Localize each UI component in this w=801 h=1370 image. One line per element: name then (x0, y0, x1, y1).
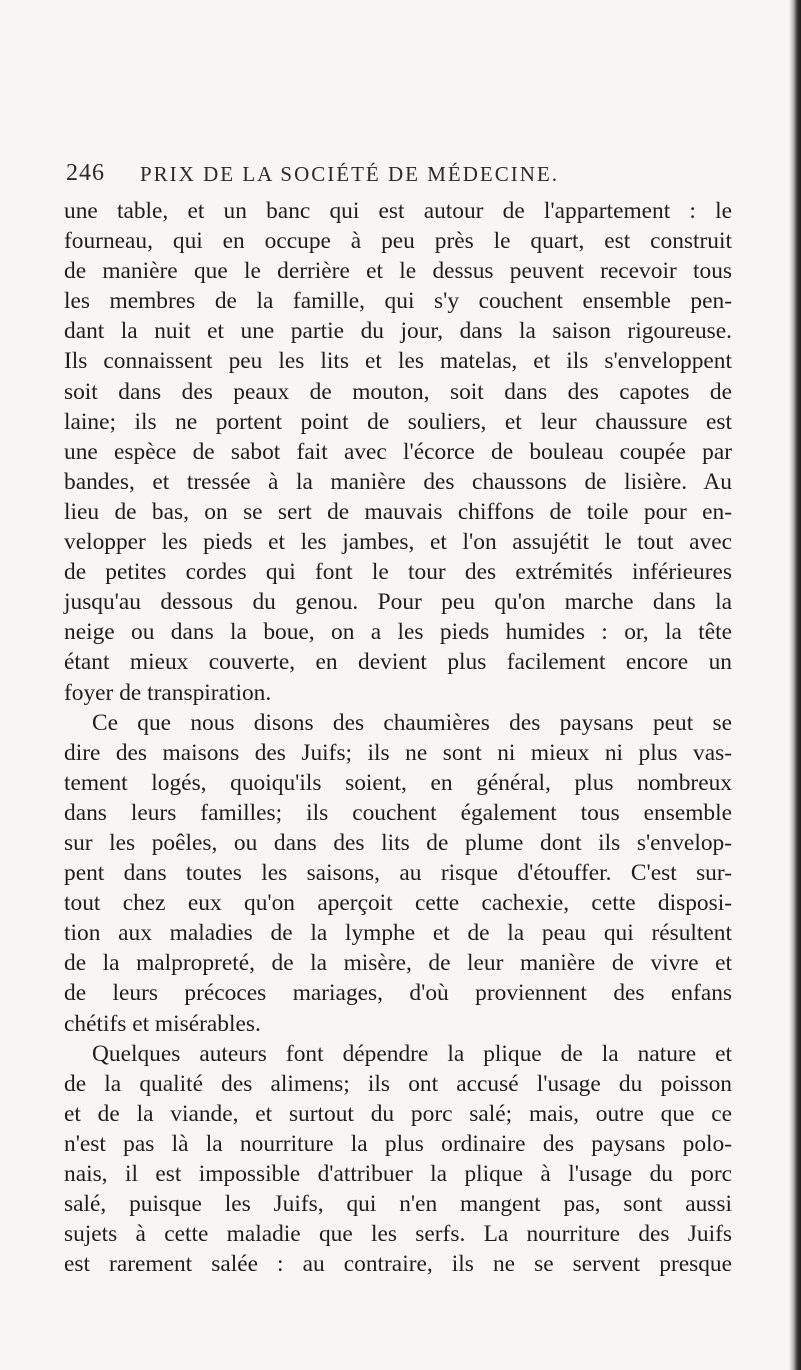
text-line: sujets à cette maladie que les serfs. La nourriture des Juifs (64, 1221, 732, 1248)
text-line: sur les poêles, ou dans des lits de plume dont ils s'envelop- (64, 829, 732, 856)
body-text (64, 196, 732, 1279)
page-number: 246 (66, 160, 105, 186)
text-line: n'est pas là la nourriture la plus ordinaire des paysans polo- (64, 1130, 732, 1157)
page-header (66, 160, 726, 188)
text-line: fourneau, qui en occupe à peu près le quart, est construit (64, 228, 732, 255)
text-line: laine; ils ne portent point de souliers, et leur chaussure est (64, 408, 732, 435)
text-line: étant mieux couverte, en devient plus facilement encore un (64, 649, 732, 676)
text-line: de petites cordes qui font le tour des extrémités inférieures (64, 559, 732, 586)
text-line: foyer de transpiration. (64, 679, 272, 706)
page-binding-edge (789, 0, 801, 1370)
text-line: de la qualité des alimens; ils ont accusé l'usage du poisson (64, 1070, 732, 1097)
text-line: et de la viande, et surtout du porc salé; mais, outre que ce (64, 1100, 732, 1127)
text-line: bandes, et tressée à la manière des chaussons de lisière. Au (64, 468, 732, 495)
text-line: Ils connaissent peu les lits et les matelas, et ils s'enveloppent (64, 348, 732, 375)
text-line: une espèce de sabot fait avec l'écorce de bouleau coupée par (64, 438, 732, 465)
text-line: dans leurs familles; ils couchent également tous ensemble (64, 799, 732, 826)
text-line: lieu de bas, on se sert de mauvais chiffons de toile pour en- (64, 498, 732, 525)
text-line: chétifs et misérables. (64, 1010, 261, 1037)
text-line: jusqu'au dessous du genou. Pour peu qu'on marche dans la (64, 589, 732, 616)
text-line: pent dans toutes les saisons, au risque d'étouffer. C'est sur- (64, 860, 732, 887)
text-line: dire des maisons des Juifs; ils ne sont ni mieux ni plus vas- (64, 739, 732, 766)
text-line: de leurs précoces mariages, d'où proviennent des enfans (64, 980, 732, 1007)
text-line: de manière que le derrière et le dessus peuvent recevoir tous (64, 258, 732, 285)
text-line: Ce que nous disons des chaumières des paysans peut se (92, 709, 732, 736)
text-line: Quelques auteurs font dépendre la plique de la nature et (92, 1040, 732, 1067)
text-line: soit dans des peaux de mouton, soit dans des capotes de (64, 378, 732, 405)
running-head: PRIX DE LA SOCIÉTÉ DE MÉDECINE. (140, 162, 559, 186)
text-line: neige ou dans la boue, on a les pieds humides : or, la tête (64, 619, 732, 646)
text-line: velopper les pieds et les jambes, et l'on assujétit le tout avec (64, 529, 732, 556)
text-line: est rarement salée : au contraire, ils ne se servent presque (64, 1251, 732, 1278)
text-line: les membres de la famille, qui s'y couchent ensemble pen- (64, 288, 732, 315)
text-line: tion aux maladies de la lymphe et de la peau qui résultent (64, 920, 732, 947)
text-line: tout chez eux qu'on aperçoit cette cachexie, cette disposi- (64, 890, 732, 917)
text-line: tement logés, quoiqu'ils soient, en général, plus nombreux (64, 769, 732, 796)
text-line: salé, puisque les Juifs, qui n'en mangent pas, sont aussi (64, 1191, 732, 1218)
text-line: de la malpropreté, de la misère, de leur manière de vivre et (64, 950, 732, 977)
text-line: une table, et un banc qui est autour de l'appartement : le (64, 198, 732, 224)
text-line: nais, il est impossible d'attribuer la plique à l'usage du porc (64, 1161, 732, 1187)
text-line: dant la nuit et une partie du jour, dans la saison rigoureuse. (64, 318, 732, 345)
